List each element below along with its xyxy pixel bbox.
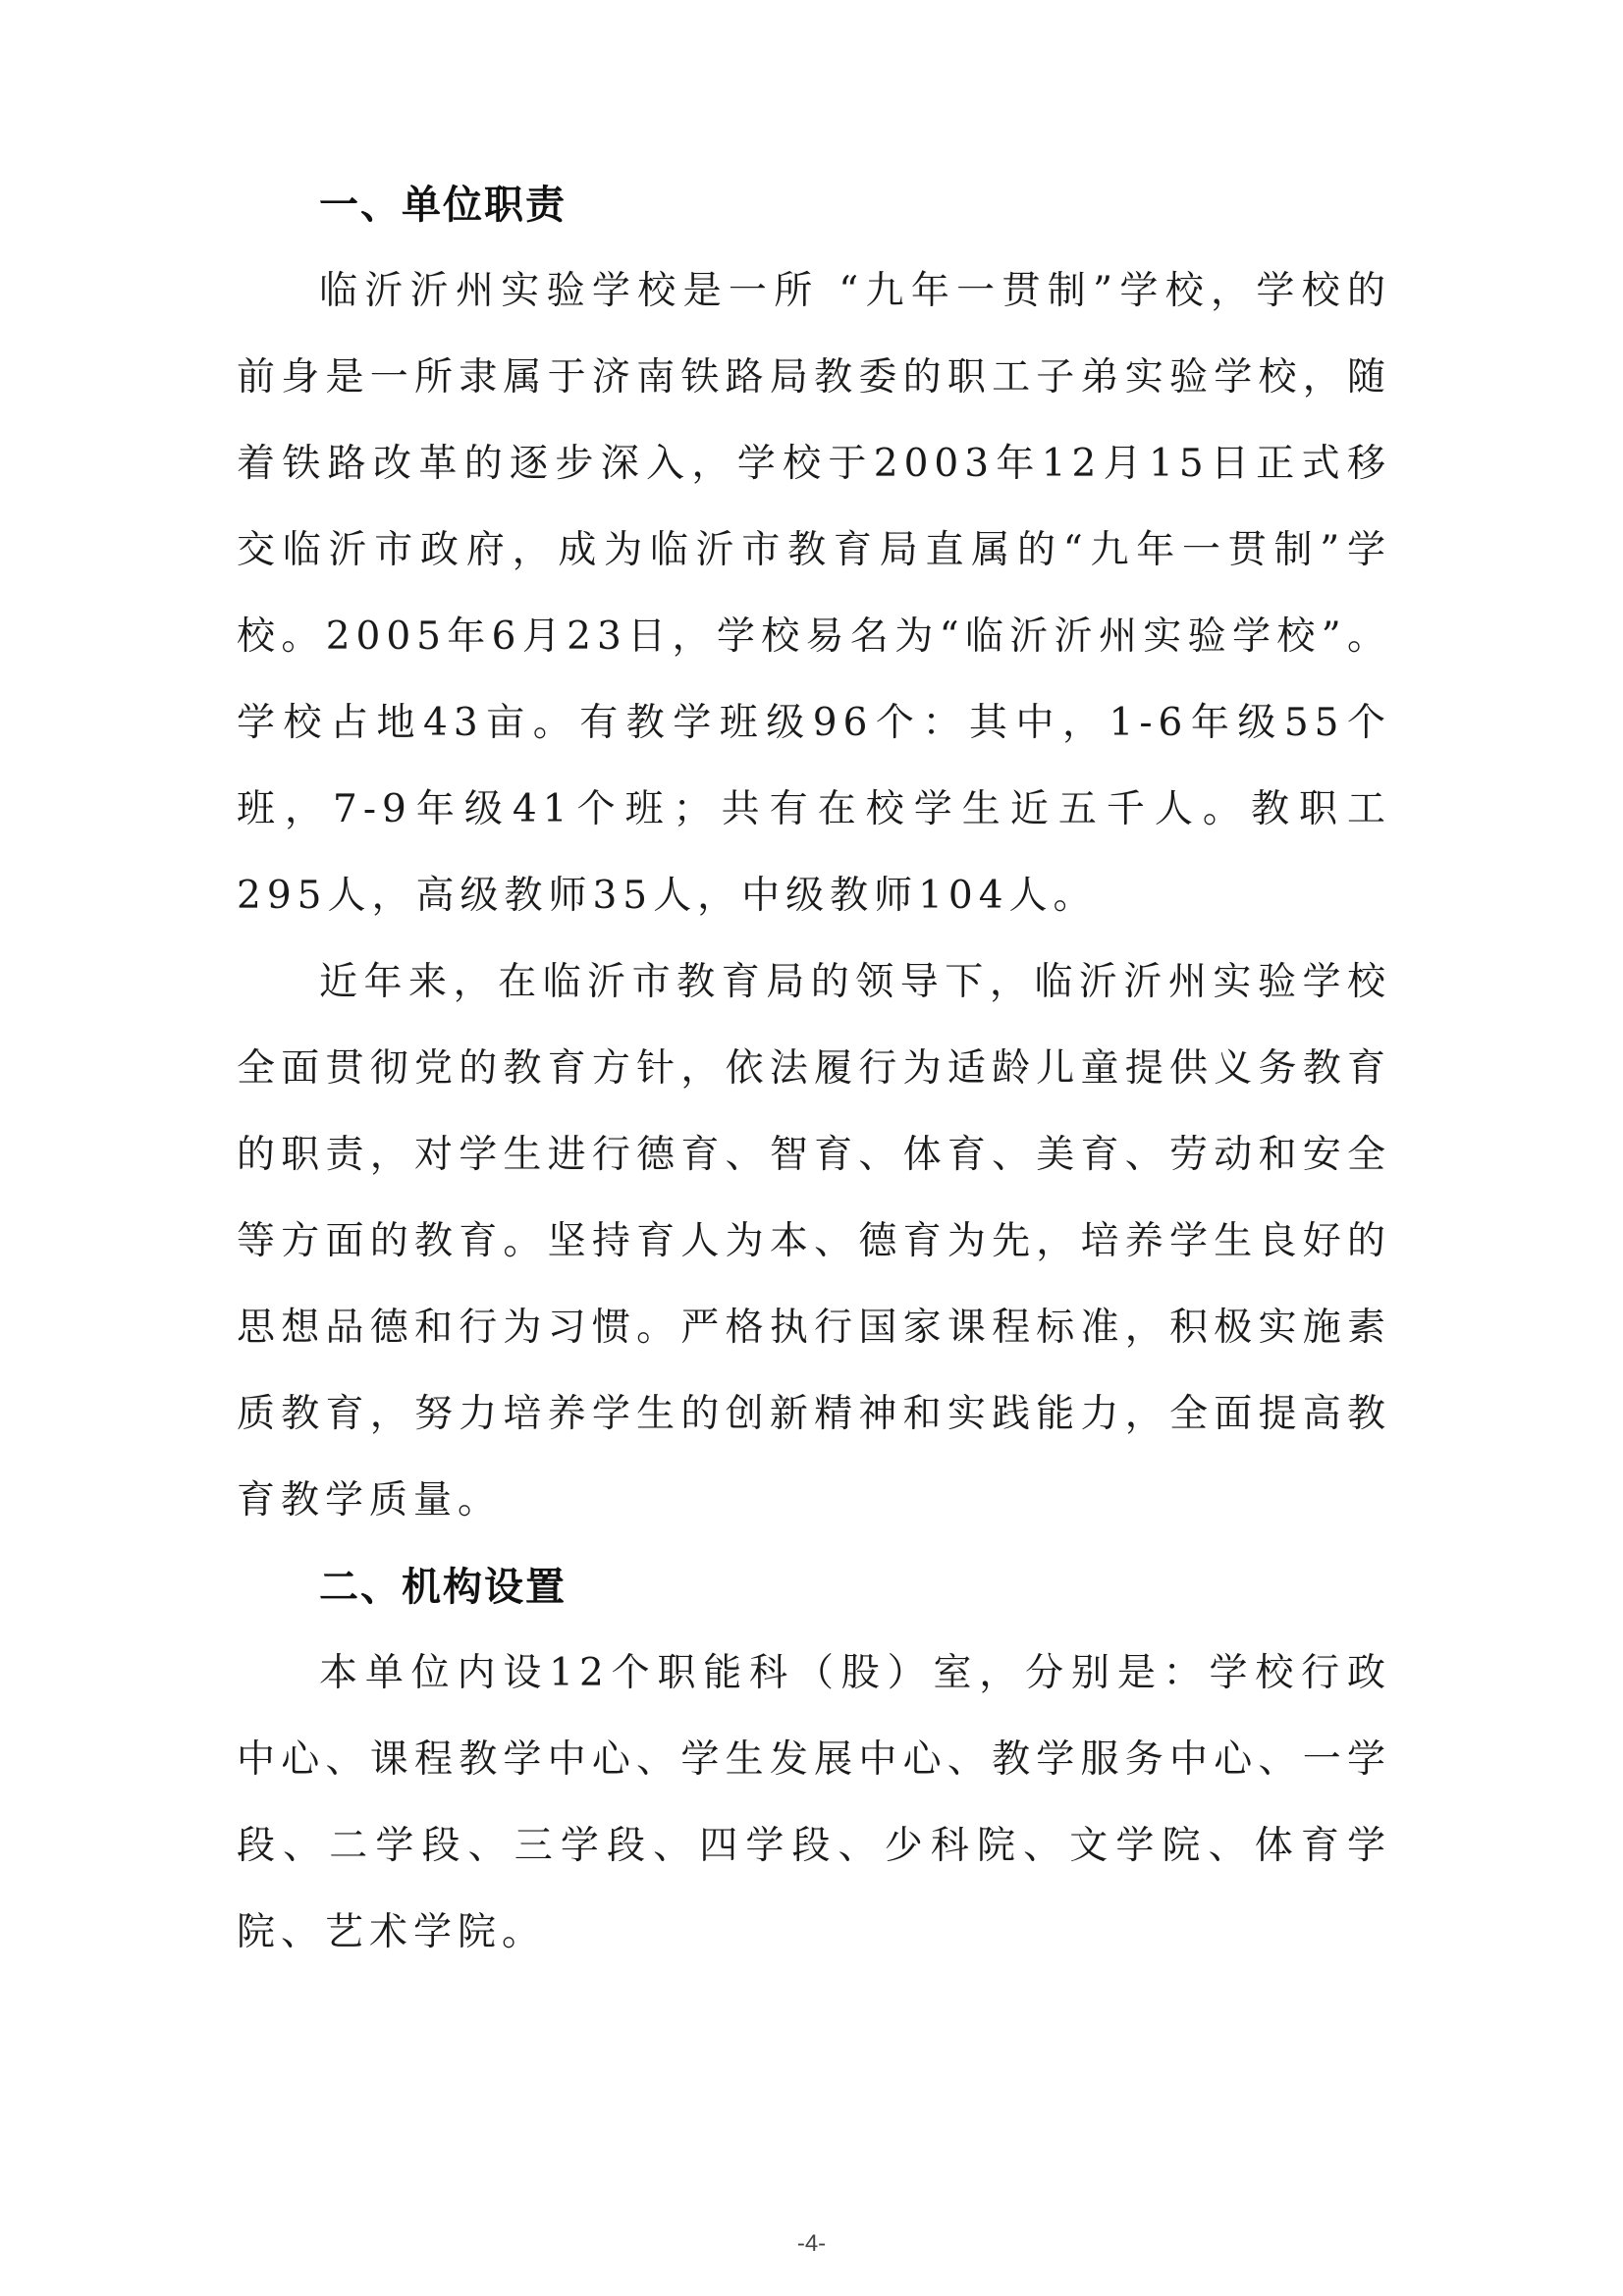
section-heading-organization: 二、机构设置 — [319, 1565, 567, 1610]
paragraph-school-mission: 近年来，在临沂市教育局的领导下，临沂沂州实验学校全面贯彻党的教育方针，依法履行为适龄儿童提供义务教育的职责，对学生进行德育、智育、体育、美育、劳动和安全等方面的教育。坚持育人为本、德育为先，培养学生良好的思想品德和行为习惯。严格执行国家课程标准，积极实施素质教育，努力培养学生的创新精神和实践能力，全面提高教育教学质量。 — [237, 960, 1391, 1522]
document-page — [237, 162, 1391, 1976]
paragraph-school-overview: 临沂沂州实验学校是一所 “九年一贯制”学校，学校的前身是一所隶属于济南铁路局教委的职工子弟实验学校，随着铁路改革的逐步深入，学校于2003年12月15日正式移交临沂市政府，成为临沂市教育局直属的“九年一贯制”学校。2005年6月23日，学校易名为“临沂沂州实验学校”。学校占地43亩。有教学班级96个：其中，1-6年级55个班，7-9年级41个班；共有在校学生近五千人。教职工295人，高级教师35人，中级教师104人。 — [237, 269, 1391, 918]
section-heading-duties: 一、单位职责 — [319, 183, 567, 228]
page-number: -4- — [796, 2230, 827, 2257]
paragraph-departments: 本单位内设12个职能科（股）室，分别是：学校行政中心、课程教学中心、学生发展中心、教学服务中心、一学段、二学段、三学段、四学段、少科院、文学院、体育学院、艺术学院。 — [237, 1651, 1391, 1954]
